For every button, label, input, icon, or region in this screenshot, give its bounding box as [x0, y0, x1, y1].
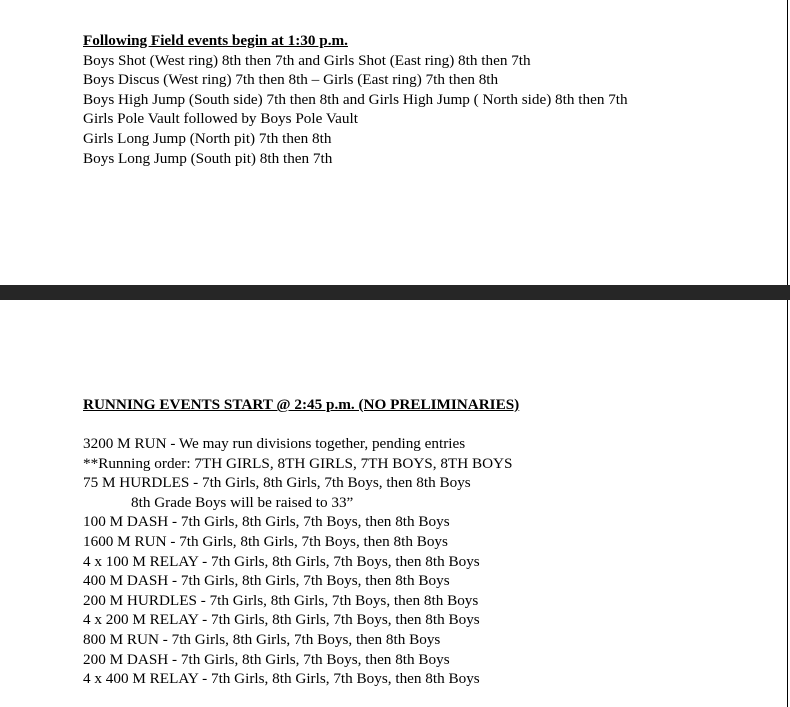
field-event-line: Boys Discus (West ring) 7th then 8th – Girls (East ring) 7th then 8th [83, 71, 499, 89]
running-order-note: **Running order: 7TH GIRLS, 8TH GIRLS, 7TH BOYS, 8TH BOYS [83, 454, 513, 472]
field-events-section [83, 31, 628, 168]
running-event-line: 3200 M RUN - We may run divisions together, pending entries [83, 435, 466, 452]
field-event-line: Girls Long Jump (North pit) 7th then 8th [83, 129, 332, 147]
document-page-bottom [0, 300, 788, 707]
running-event-line: 200 M HURDLES - 7th Girls, 8th Girls, 7th Boys, then 8th Boys [83, 591, 479, 609]
running-event-line: 4 x 200 M RELAY - 7th Girls, 8th Girls, 7th Boys, then 8th Boys [83, 611, 480, 629]
field-event-line: Boys Shot (West ring) 8th then 7th and Girls Shot (East ring) 8th then 7th [83, 51, 531, 69]
document-page-top [0, 0, 788, 285]
field-event-line: Girls Pole Vault followed by Boys Pole Vault [83, 110, 358, 128]
running-event-line: 200 M DASH - 7th Girls, 8th Girls, 7th Boys, then 8th Boys [83, 650, 450, 668]
running-event-line: 800 M RUN - 7th Girls, 8th Girls, 7th Boys, then 8th Boys [83, 630, 441, 648]
running-event-line: 400 M DASH - 7th Girls, 8th Girls, 7th Boys, then 8th Boys [83, 572, 450, 590]
running-events-section [83, 434, 512, 689]
field-events-heading: Following Field events begin at 1:30 p.m. [83, 32, 348, 49]
page-separator [0, 285, 790, 300]
running-event-line: 75 M HURDLES - 7th Girls, 8th Girls, 7th Boys, then 8th Boys [83, 474, 471, 492]
field-event-line: Boys High Jump (South side) 7th then 8th and Girls High Jump ( North side) 8th then 7th [83, 90, 628, 108]
field-event-line: Boys Long Jump (South pit) 8th then 7th [83, 149, 333, 167]
running-events-heading: RUNNING EVENTS START @ 2:45 p.m. (NO PRELIMINARIES) [83, 396, 520, 413]
running-event-line: 100 M DASH - 7th Girls, 8th Girls, 7th Boys, then 8th Boys [83, 513, 450, 531]
running-event-line: 4 x 400 M RELAY - 7th Girls, 8th Girls, 7th Boys, then 8th Boys [83, 670, 480, 688]
hurdle-height-note: 8th Grade Boys will be raised to 33” [131, 493, 354, 511]
running-event-line: 1600 M RUN - 7th Girls, 8th Girls, 7th Boys, then 8th Boys [83, 532, 448, 550]
running-event-line: 4 x 100 M RELAY - 7th Girls, 8th Girls, 7th Boys, then 8th Boys [83, 552, 480, 570]
